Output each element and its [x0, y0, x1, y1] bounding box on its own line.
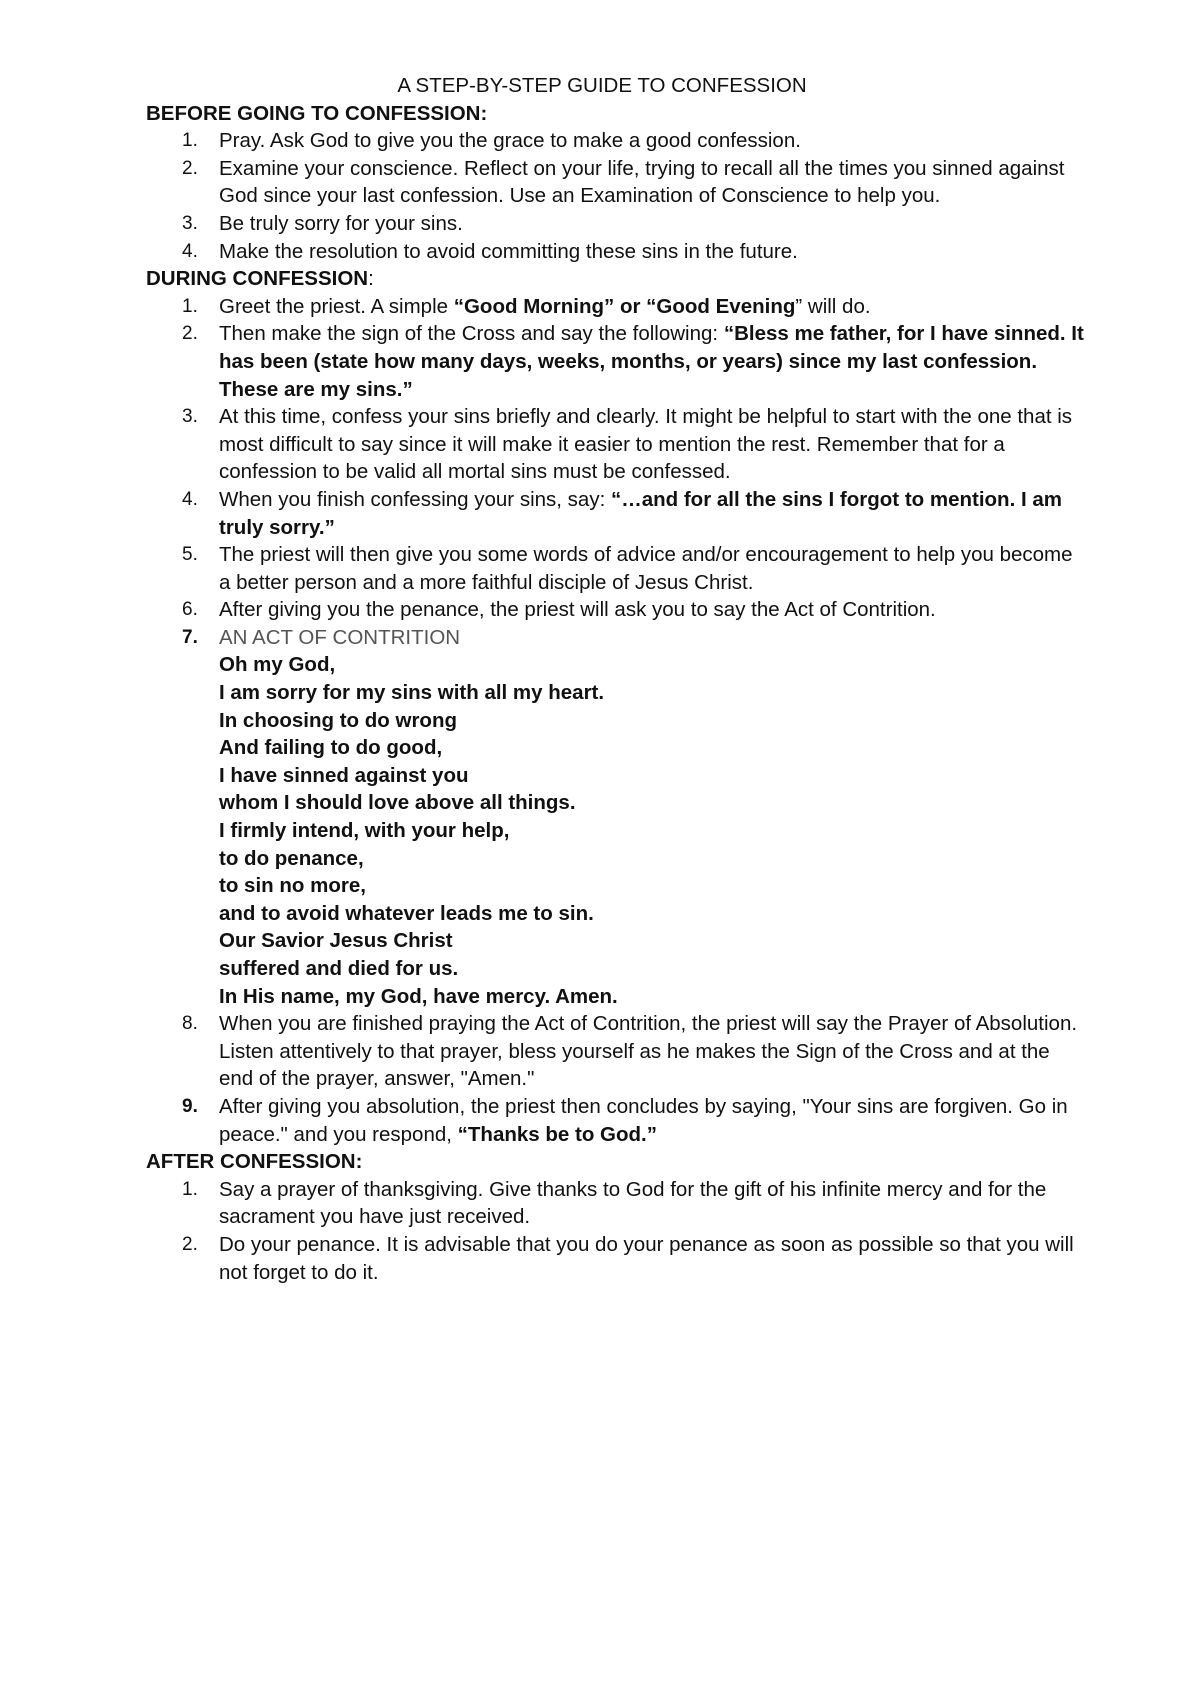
list-item-text: Be truly sorry for your sins. — [219, 211, 463, 235]
prayer-line: In choosing to do wrong — [219, 708, 457, 732]
section-heading-during-colon: : — [368, 267, 374, 291]
list-item-text: When you finish confessing your sins, say: — [219, 487, 611, 511]
list-number: 2. — [182, 323, 198, 345]
list-item-text: At this time, confess your sins briefly and clearly. It might be helpful to start with the one that is most difficult to say since it will make it easier to mention the rest. Remember that for a confession to be valid all mortal sins must be confessed. — [219, 405, 1073, 484]
section-heading-before: BEFORE GOING TO CONFESSION: — [146, 101, 488, 125]
list-number: 1. — [182, 1178, 198, 1200]
list-item-text: Pray. Ask God to give you the grace to make a good confession. — [219, 129, 801, 153]
list-number: 4. — [182, 240, 198, 262]
list-number: 1. — [182, 295, 198, 317]
section-heading-during-text: DURING CONFESSION — [146, 267, 369, 291]
list-item-act-of-contrition — [146, 624, 1086, 1010]
list-item-text: Do your penance. It is advisable that you do your penance as soon as possible so that you will not forget to do it. — [219, 1232, 1074, 1284]
list-number: 3. — [182, 406, 198, 428]
list-item — [146, 541, 1086, 596]
list-item — [146, 320, 1086, 403]
list-item-text: Make the resolution to avoid committing these sins in the future. — [219, 239, 798, 263]
list-item — [146, 1093, 1086, 1148]
prayer-line: I have sinned against you — [219, 763, 469, 787]
list-item — [146, 403, 1086, 486]
list-number: 5. — [182, 544, 198, 566]
list-item — [146, 238, 1086, 266]
before-steps-list — [146, 127, 1086, 265]
list-item-text: Greet the priest. A simple — [219, 294, 454, 318]
list-item-bold-text: “Bless me father, for I have sinned. It has been (state how many days, weeks, months, or years) since my last confession. These are my sins.” — [219, 322, 1084, 401]
list-number: 9. — [182, 1095, 198, 1117]
after-steps-list — [146, 1176, 1086, 1286]
prayer-line: and to avoid whatever leads me to sin. — [219, 901, 594, 925]
prayer-line: I am sorry for my sins with all my heart. — [219, 681, 605, 705]
list-number: 2. — [182, 157, 198, 179]
list-number: 6. — [182, 599, 198, 621]
list-number: 1. — [182, 130, 198, 152]
list-item — [146, 127, 1086, 155]
list-item-text: Say a prayer of thanksgiving. Give thanks to God for the gift of his infinite mercy and for the sacrament you have just received. — [219, 1177, 1047, 1229]
list-number: 8. — [182, 1013, 198, 1035]
list-item — [146, 210, 1086, 238]
list-item — [146, 1010, 1086, 1093]
section-heading-after: AFTER CONFESSION: — [146, 1150, 363, 1174]
during-steps-list — [146, 293, 1086, 1148]
list-item — [146, 155, 1086, 210]
prayer-line: I firmly intend, with your help, — [219, 819, 510, 843]
section-heading-during — [146, 265, 1086, 293]
list-number: 3. — [182, 212, 198, 234]
act-of-contrition-title: AN ACT OF CONTRITION — [219, 625, 461, 649]
list-number: 2. — [182, 1233, 198, 1255]
list-item-bold-text: “Good Morning” or “Good Evening — [453, 294, 796, 318]
list-item-text: When you are finished praying the Act of Contrition, the priest will say the Prayer of Absolution. Listen attentively to that prayer, bless yourself as he makes the Sign of the Cross and at the end of the prayer, answer, "Amen." — [219, 1012, 1078, 1091]
list-item — [146, 293, 1086, 321]
list-item — [146, 486, 1086, 541]
list-item-text: The priest will then give you some words of advice and/or encouragement to help you become a better person and a more faithful disciple of Jesus Christ. — [219, 543, 1073, 594]
list-item — [146, 1176, 1086, 1231]
prayer-line: In His name, my God, have mercy. Amen. — [219, 984, 618, 1008]
list-item — [146, 596, 1086, 624]
list-number: 4. — [182, 488, 198, 510]
prayer-line: suffered and died for us. — [219, 957, 459, 980]
list-item-text: Examine your conscience. Reflect on your life, trying to recall all the times you sinned against God since your last confession. Use an Examination of Conscience to help you. — [219, 156, 1065, 208]
prayer-line: to do penance, — [219, 846, 364, 870]
document-body — [146, 72, 1086, 1286]
prayer-line: Oh my God, — [219, 653, 336, 677]
prayer-line: whom I should love above all things. — [219, 791, 576, 815]
prayer-line: to sin no more, — [219, 874, 366, 898]
prayer-line: And failing to do good, — [219, 736, 443, 760]
list-item-text: ” will do. — [795, 294, 871, 318]
list-number: 7. — [182, 626, 198, 648]
list-item-text: After giving you the penance, the priest will ask you to say the Act of Contrition. — [219, 598, 936, 622]
list-item-text: Then make the sign of the Cross and say the following: — [219, 322, 724, 346]
page-title: A STEP-BY-STEP GUIDE TO CONFESSION — [397, 74, 807, 97]
act-of-contrition-prayer — [219, 651, 1086, 1010]
list-item-bold-text: “…and for all the sins I forgot to mention. I am truly sorry.” — [219, 487, 1062, 539]
list-item — [146, 1231, 1086, 1286]
list-item-text: After giving you absolution, the priest then concludes by saying, "Your sins are forgiven. Go in peace." and you respond, — [219, 1094, 1068, 1146]
list-item-bold-text: “Thanks be to God.” — [457, 1122, 657, 1146]
prayer-line: Our Savior Jesus Christ — [219, 929, 453, 953]
